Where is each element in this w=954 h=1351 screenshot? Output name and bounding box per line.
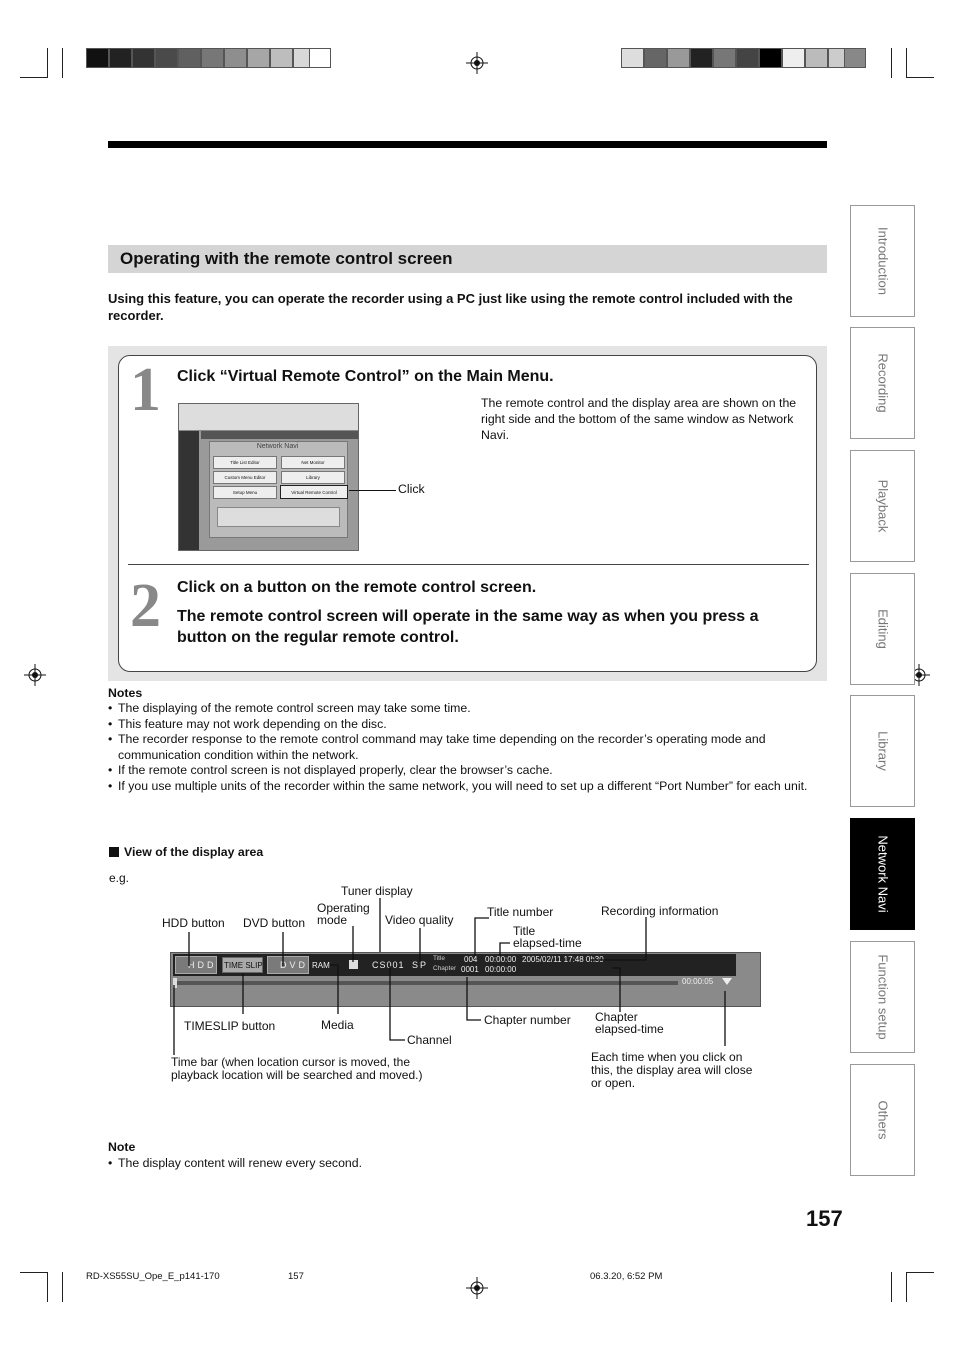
time-bar-label-1: Time bar (when location cursor is moved, the [171, 1055, 410, 1069]
note-item: • This feature may not work depending on the disc. [108, 717, 820, 733]
note-item: • If the remote control screen is not displayed properly, clear the browser’s cache. [108, 763, 820, 779]
eg-label: e.g. [109, 871, 130, 885]
tab-library[interactable] [850, 695, 915, 807]
timeslip-button-callout: TIMESLIP button [184, 1019, 276, 1033]
tab-introduction[interactable] [850, 205, 915, 317]
media-text: RAM [312, 961, 330, 970]
tab-editing[interactable] [850, 573, 915, 685]
tab-label: Library [875, 731, 890, 771]
setup-menu-button[interactable]: Setup Menu [213, 486, 277, 499]
title-number-label: Title number [487, 905, 554, 919]
chapter-elapsed-label-2: elapsed-time [595, 1022, 664, 1036]
operating-mode-label-1: Operating [317, 901, 370, 915]
video-quality-text: SP [412, 960, 429, 970]
tab-label: Function setup [875, 954, 890, 1040]
note-item: • The display content will renew every second. [108, 1156, 820, 1172]
time-bar-time: 00:00:05 [682, 977, 714, 986]
title-elapsed-time-text: 00:00:00 [485, 955, 517, 964]
virtual-remote-control-button[interactable]: Virtual Remote Control [280, 485, 348, 499]
tab-label: Recording [875, 353, 890, 413]
chapter-number-label: Chapter number [484, 1013, 571, 1027]
display-area-heading: View of the display area [124, 845, 264, 859]
step2-number: 2 [130, 572, 161, 640]
network-navi-title: Network Navi [256, 443, 299, 450]
chapter-elapsed-label-1: Chapter [595, 1010, 638, 1024]
notes-title: Notes [108, 686, 143, 700]
title-elapsed-label-2: elapsed-time [513, 936, 582, 950]
chapter-number-text: 0001 [461, 965, 479, 974]
step2-heading-1: Click on a button on the remote control screen. [177, 579, 537, 596]
tuner-display-label: Tuner display [341, 884, 413, 898]
custom-menu-editor-button[interactable]: Custom Menu Editor [213, 471, 277, 484]
recording-information-text: 2005/02/11 17:48 0h30 [522, 955, 604, 964]
tab-recording[interactable] [850, 327, 915, 439]
step1-number: 1 [130, 356, 161, 424]
title-label: Title [433, 955, 446, 962]
tab-others[interactable] [850, 1064, 915, 1176]
section-title: Operating with the remote control screen [120, 249, 453, 268]
note2-list [108, 1156, 820, 1172]
video-quality-label: Video quality [385, 913, 454, 927]
toggle-label-2: this, the display area will close [591, 1063, 753, 1077]
timeslip-button-label: TIME SLIP [224, 961, 263, 970]
operating-mode-label-2: mode [317, 913, 348, 927]
footer-date: 06.3.20, 6:52 PM [590, 1271, 663, 1282]
media-label: Media [321, 1018, 354, 1032]
tab-function-setup[interactable] [850, 941, 915, 1053]
dvd-button-label-callout: DVD button [243, 916, 306, 930]
intro-text: Using this feature, you can operate the recorder using a PC just like using the remote control included with the recorder. [108, 291, 793, 323]
channel-label: Channel [407, 1033, 452, 1047]
tab-label: Editing [875, 609, 890, 649]
step1-description: The remote control and the display area are shown on the right side and the bottom of the same window as Network Navi. [481, 396, 797, 442]
note2-title: Note [108, 1140, 136, 1154]
tab-playback[interactable] [850, 450, 915, 562]
net-monitor-button[interactable]: Net Monitor [281, 456, 345, 469]
footer-file: RD-XS55SU_Ope_E_p141-170 [86, 1271, 220, 1282]
tab-network-navi[interactable] [850, 818, 915, 930]
channel-text: CS001 [372, 960, 405, 970]
library-button[interactable]: Library [281, 471, 345, 484]
note-item: • The recorder response to the remote control command may take time depending on the recorder’s operating mode and communication condition within the network. [108, 732, 820, 763]
toggle-label-1: Each time when you click on [591, 1050, 743, 1064]
toggle-label-3: or open. [591, 1076, 636, 1090]
title-list-editor-button[interactable]: Title List Editor [213, 456, 277, 469]
chapter-elapsed-time-text: 00:00:00 [485, 965, 517, 974]
tab-label: Playback [875, 479, 890, 533]
click-label: Click [398, 482, 425, 496]
hdd-button-label-callout: HDD button [162, 916, 225, 930]
recording-information-label: Recording information [601, 904, 719, 918]
note-item: • If you use multiple units of the recorder within the same network, you will need to set up a different “Port Number” for each unit. [108, 779, 820, 795]
step1-heading: Click “Virtual Remote Control” on the Main Menu. [177, 368, 554, 385]
title-number-text: 004 [464, 955, 478, 964]
note-item: • The displaying of the remote control screen may take some time. [108, 701, 820, 717]
tab-label: Network Navi [875, 835, 890, 913]
time-bar-label-2: playback location will be searched and moved.) [171, 1068, 423, 1082]
tab-label: Others [875, 1100, 890, 1140]
title-elapsed-label-1: Title [513, 924, 536, 938]
chapter-label: Chapter [433, 965, 457, 972]
dvd-button-label: DVD [280, 960, 309, 970]
page-number: 157 [806, 1206, 843, 1231]
tab-label: Introduction [875, 227, 890, 295]
hdd-button-label: HDD [188, 960, 217, 970]
step2-heading-2: The remote control screen will operate in the same way as when you press a button on the regular remote control. [177, 608, 759, 646]
footer-page: 157 [288, 1271, 304, 1282]
